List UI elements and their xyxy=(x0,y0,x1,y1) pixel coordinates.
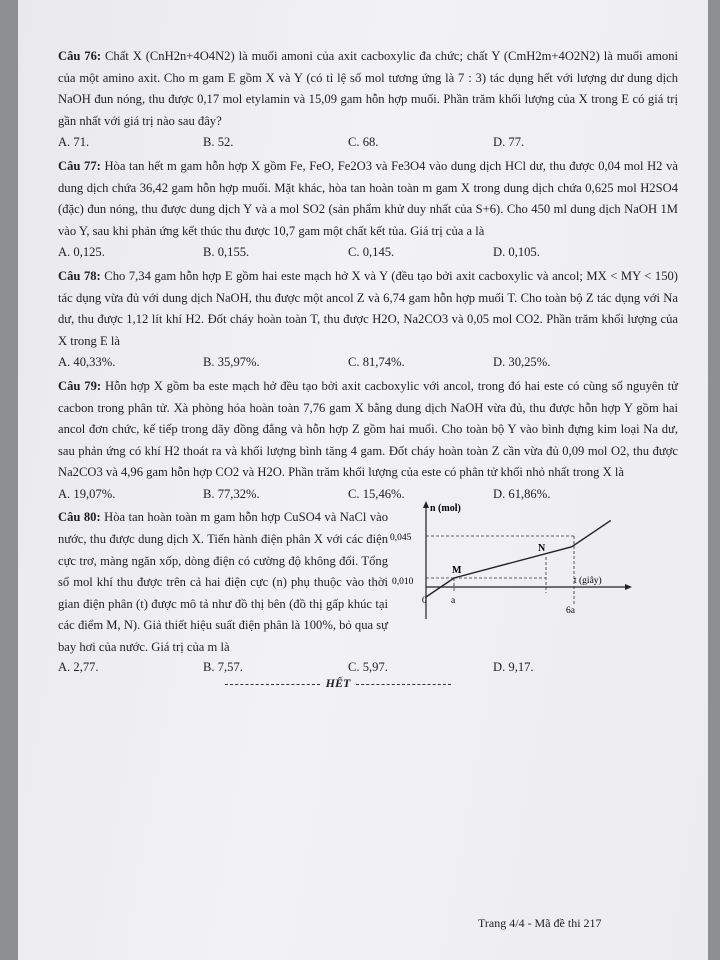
y-axis-label: n (mol) xyxy=(430,503,461,515)
question-label: Câu 77: xyxy=(58,158,101,173)
end-divider-right xyxy=(356,684,451,685)
option-b: B. 77,32%. xyxy=(203,486,260,501)
x-axis-arrow xyxy=(625,584,632,590)
option-c: C. 81,74%. xyxy=(348,355,405,370)
point-n-label: N xyxy=(538,543,546,555)
question-77 xyxy=(58,156,678,242)
y-tick-0010: 0,010 xyxy=(392,577,414,588)
option-b: B. 0,155. xyxy=(203,245,250,260)
questions-block xyxy=(58,46,678,681)
question-76 xyxy=(58,46,678,132)
option-b: B. 35,97%. xyxy=(203,355,260,370)
question-text: Hòa tan hết m gam hỗn hợp X gồm Fe, FeO, Fe2O3 và Fe3O4 vào dung dịch HCl dư, thu được 0,04 mol H2 và dung dịch chứa 36,42 gam hỗn hợp muối. Mặt khác, hòa tan hoàn toàn m gam X trong dung dịch chứa 0,625 mol H2SO4 (đặc) đun nóng, thu được dung dịch Y và a mol SO2 (sản phẩm khử duy nhất của S+6). Cho 450 ml dung dịch NaOH 1M vào Y, sau khi phản ứng kết thúc thu được 10,7 gam một chất kết tủa. Giá trị của a là xyxy=(58,158,678,238)
question-78 xyxy=(58,266,678,352)
option-d: D. 9,17. xyxy=(493,660,534,675)
question-label: Câu 76: xyxy=(58,49,102,63)
question-text: Hòa tan hoàn toàn m gam hỗn hợp CuSO4 và NaCl vào nước, thu được dung dịch X. Tiến hành điện phân X với các điện cực trơ, màng ngăn xốp, dòng điện có cường độ không đổi. Tổng số mol khí thu được trên cả hai điện cực (n) phụ thuộc vào thời gian điện phân (t) được mô tả như đồ thị bên (đồ thị gấp khúc tại các điểm M, N). Giả thiết hiệu suất điện phân là 100%, bỏ qua sự bay hơi của nước. Giá trị của m là xyxy=(58,510,388,655)
option-b: B. 52. xyxy=(203,135,234,150)
option-c: C. 0,145. xyxy=(348,245,395,260)
option-a: A. 19,07%. xyxy=(58,486,116,501)
option-d: D. 30,25%. xyxy=(493,355,551,370)
question-label: Câu 80: xyxy=(58,510,101,525)
x-tick-a: a xyxy=(451,596,456,607)
option-b: B. 7,57. xyxy=(203,660,243,675)
option-a: A. 40,33%. xyxy=(58,355,116,370)
y-tick-0045: 0,045 xyxy=(390,533,412,544)
end-divider-left xyxy=(225,684,320,685)
option-c: C. 5,97. xyxy=(348,660,388,675)
answer-options xyxy=(58,352,678,374)
question-80-text xyxy=(58,507,388,658)
end-marker xyxy=(208,676,468,691)
question-label: Câu 78: xyxy=(58,268,101,283)
option-c: C. 68. xyxy=(348,135,379,150)
answer-options xyxy=(58,132,678,154)
question-79 xyxy=(58,376,678,484)
point-m-label: M xyxy=(452,565,462,577)
option-a: A. 0,125. xyxy=(58,245,105,260)
question-80 xyxy=(58,503,678,657)
y-axis-arrow xyxy=(423,501,429,508)
option-d: D. 61,86%. xyxy=(493,486,551,501)
electrolysis-graph xyxy=(390,501,636,631)
option-a: A. 71. xyxy=(58,135,90,150)
option-d: D. 0,105. xyxy=(493,245,540,260)
x-axis-label: t (giây) xyxy=(574,576,602,587)
x-tick-0: 0 xyxy=(422,596,427,607)
question-text: Cho 7,34 gam hỗn hợp E gồm hai este mạch hở X và Y (đều tạo bởi axit cacboxylic và ancol; MX < MY < 150) tác dụng vừa đủ với dung dịch NaOH, thu được một ancol Z và 6,74 gam hỗn hợp muối T. Cho toàn bộ Z tác dụng với Na dư, thu được 1,12 lít khí H2. Đốt cháy hoàn toàn T, thu được H2O, Na2CO3 và 0,05 mol CO2. Phần trăm khối lượng của X trong E là xyxy=(58,268,678,348)
x-tick-6a: 6a xyxy=(566,606,575,617)
exam-page xyxy=(18,0,708,960)
option-a: A. 2,77. xyxy=(58,660,99,675)
question-text: Chất X (CnH2n+4O4N2) là muối amoni của axit cacboxylic đa chức; chất Y (CmH2m+4O2N2) là muối amoni của một amino axit. Cho m gam E gồm X và Y (có tỉ lệ số mol tương ứng là 7 : 3) tác dụng hết với lượng dư dung dịch NaOH đun nóng, thu được 0,17 mol etylamin và 15,09 gam hỗn hợp muối. Phần trăm khối lượng của X trong E có giá trị gần nhất với giá trị nào sau đây? xyxy=(58,49,678,128)
option-c: C. 15,46%. xyxy=(348,486,405,501)
end-text: HẾT xyxy=(325,676,351,690)
answer-options xyxy=(58,242,678,264)
page-number: Trang 4/4 - Mã đề thi 217 xyxy=(478,916,602,930)
question-text: Hỗn hợp X gồm ba este mạch hở đều tạo bởi axit cacboxylic với ancol, trong đó hai este có cùng số nguyên tử cacbon trong phân tử. Xà phòng hóa hoàn toàn 7,76 gam X bằng dung dịch NaOH vừa đủ, thu được hỗn hợp Y gồm hai ancol đơn chức, kế tiếp trong dãy đồng đẳng và hỗn hợp Z gồm hai muối. Cho toàn bộ Y vào bình đựng kim loại Na dư, sau phản ứng có khí H2 thoát ra và khối lượng bình tăng 4 gam. Đốt cháy hoàn toàn Z cần vừa đủ 0,09 mol O2, thu được Na2CO3 và 4,96 gam hỗn hợp CO2 và H2O. Phần trăm khối lượng của este có phân tử khối nhỏ nhất trong X là xyxy=(58,378,678,480)
question-label: Câu 79: xyxy=(58,378,102,393)
option-d: D. 77. xyxy=(493,135,525,150)
